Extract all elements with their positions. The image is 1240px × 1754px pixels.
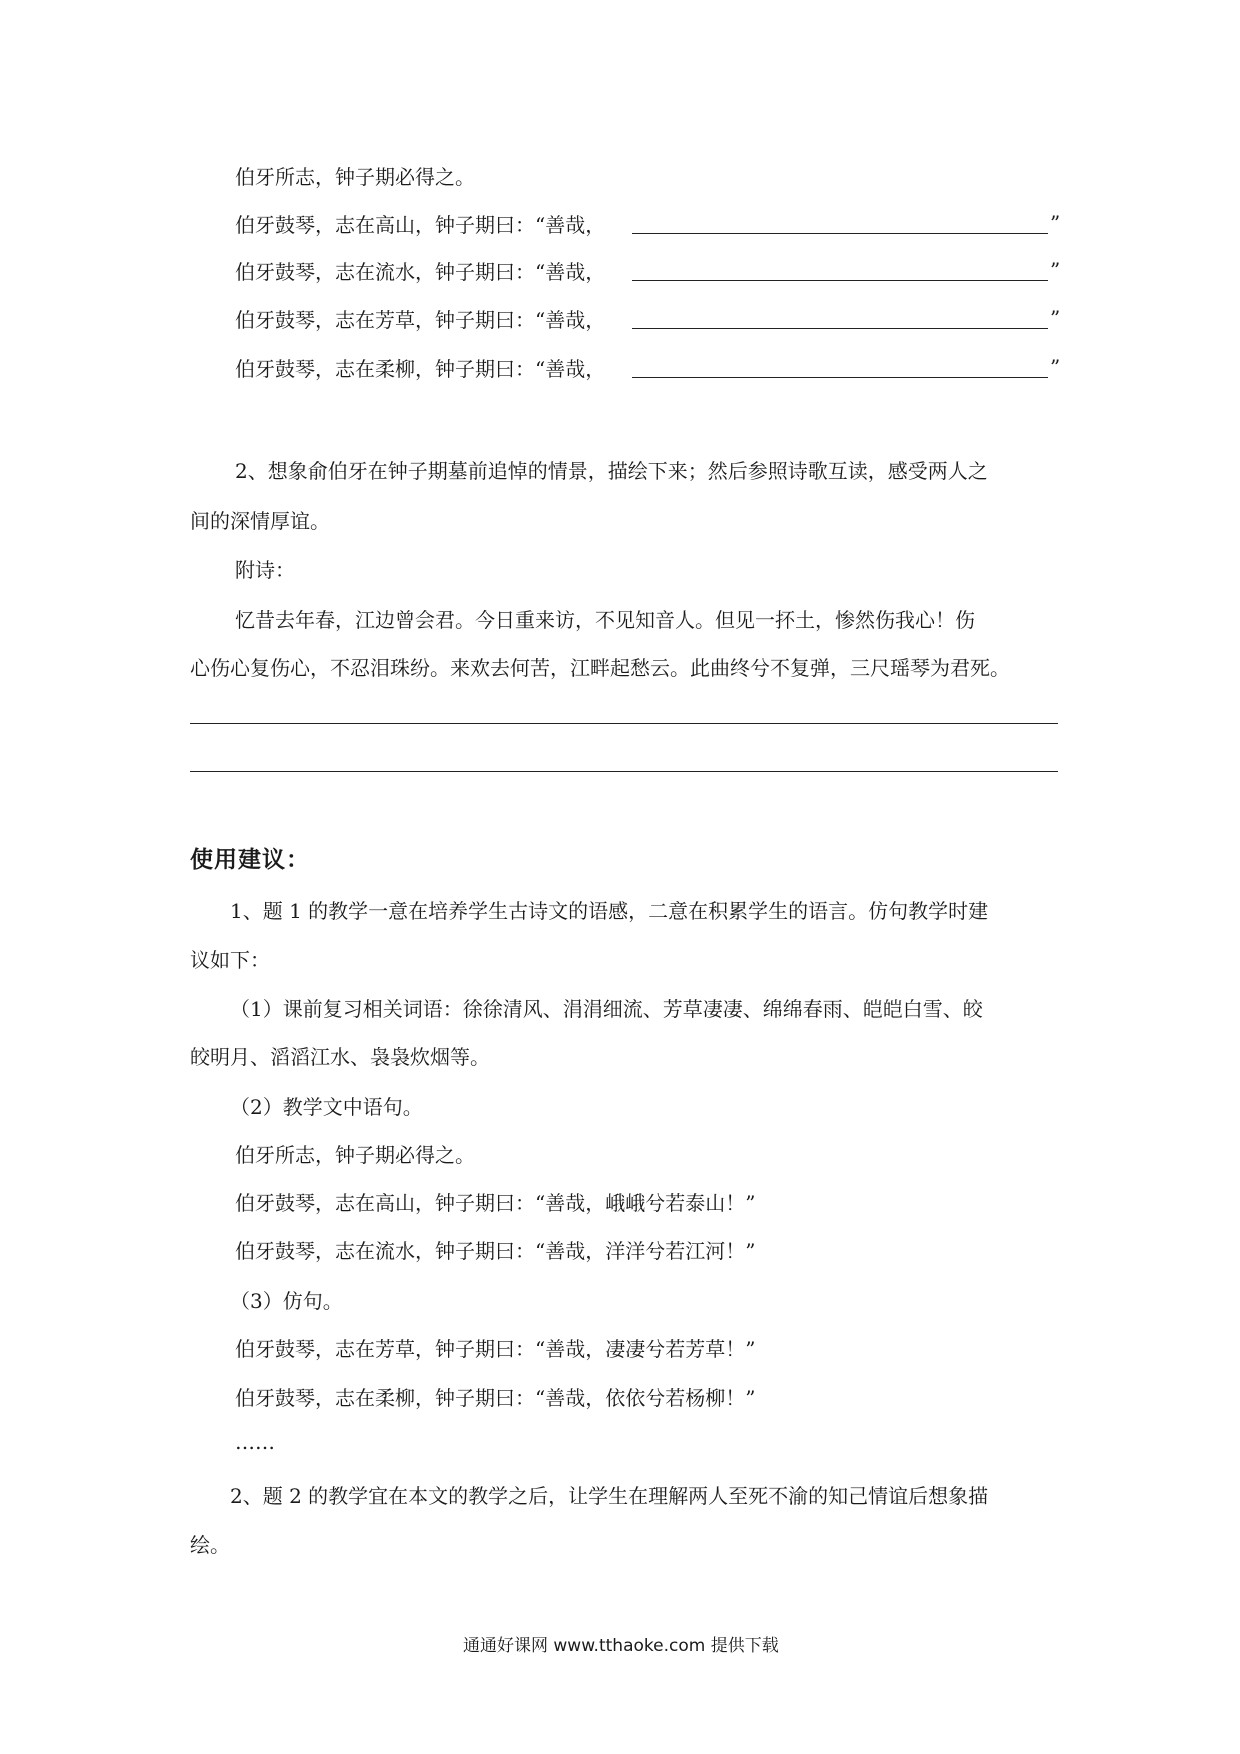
poem-line2: 心伤心复伤心，不忍泪珠纷。来欢去何苦，江畔起愁云。此曲终兮不复弹，三尺瑶琴为君死。	[190, 656, 1010, 680]
page-footer: 通通好课网 www.tthaoke.com 提供下载	[463, 1636, 779, 1656]
suggestions-heading: 使用建议：	[190, 847, 310, 873]
closing-quote: ”	[1050, 355, 1061, 379]
answer-blank-willow[interactable]	[632, 377, 1048, 378]
step3-heading: （3）仿句。	[230, 1289, 343, 1313]
step1-line1: （1）课前复习相关词语：徐徐清风、涓涓细流、芳草凄凄、绵绵春雨、皑皑白雪、皎	[230, 997, 983, 1021]
answer-blank-grass[interactable]	[632, 328, 1048, 329]
step2-example-water: 伯牙鼓琴，志在流水，钟子期曰：“善哉，洋洋兮若江河！”	[235, 1239, 756, 1263]
exercise2-line2: 间的深情厚谊。	[190, 509, 330, 533]
exercise1-prompt-mountain: 伯牙鼓琴，志在高山，钟子期曰：“善哉，	[235, 213, 606, 237]
exercise1-prompt-willow: 伯牙鼓琴，志在柔柳，钟子期曰：“善哉，	[235, 357, 606, 381]
ellipsis: ……	[235, 1430, 275, 1454]
suggestion1-line2: 议如下：	[190, 948, 270, 972]
closing-quote: ”	[1050, 211, 1061, 235]
writing-line-1[interactable]	[190, 723, 1058, 724]
writing-line-2[interactable]	[190, 771, 1058, 772]
poem-label: 附诗：	[235, 558, 295, 582]
exercise1-prompt-grass: 伯牙鼓琴，志在芳草，钟子期曰：“善哉，	[235, 308, 606, 332]
suggestion1-line1: 1、题 1 的教学一意在培养学生古诗文的语感，二意在积累学生的语言。仿句教学时建	[230, 899, 989, 923]
answer-blank-mountain[interactable]	[632, 233, 1048, 234]
step1-line2: 皎明月、滔滔江水、袅袅炊烟等。	[190, 1045, 490, 1069]
step3-example-grass: 伯牙鼓琴，志在芳草，钟子期曰：“善哉，凄凄兮若芳草！”	[235, 1337, 756, 1361]
suggestion2-line2: 绘。	[190, 1533, 230, 1557]
answer-blank-water[interactable]	[632, 280, 1048, 281]
suggestion2-line1: 2、题 2 的教学宜在本文的教学之后，让学生在理解两人至死不渝的知己情谊后想象描	[230, 1484, 989, 1508]
step2-lead: 伯牙所志，钟子期必得之。	[235, 1143, 475, 1167]
exercise1-prompt-water: 伯牙鼓琴，志在流水，钟子期曰：“善哉，	[235, 260, 606, 284]
step3-example-willow: 伯牙鼓琴，志在柔柳，钟子期曰：“善哉，依依兮若杨柳！”	[235, 1386, 756, 1410]
closing-quote: ”	[1050, 258, 1061, 282]
step2-heading: （2）教学文中语句。	[230, 1095, 423, 1119]
closing-quote: ”	[1050, 306, 1061, 330]
exercise1-lead: 伯牙所志，钟子期必得之。	[235, 165, 475, 189]
step2-example-mountain: 伯牙鼓琴，志在高山，钟子期曰：“善哉，峨峨兮若泰山！”	[235, 1191, 756, 1215]
exercise2-line1: 2、想象俞伯牙在钟子期墓前追悼的情景，描绘下来；然后参照诗歌互读，感受两人之	[235, 459, 988, 483]
poem-line1: 忆昔去年春，江边曾会君。今日重来访，不见知音人。但见一抔土，惨然伤我心！伤	[235, 608, 975, 632]
